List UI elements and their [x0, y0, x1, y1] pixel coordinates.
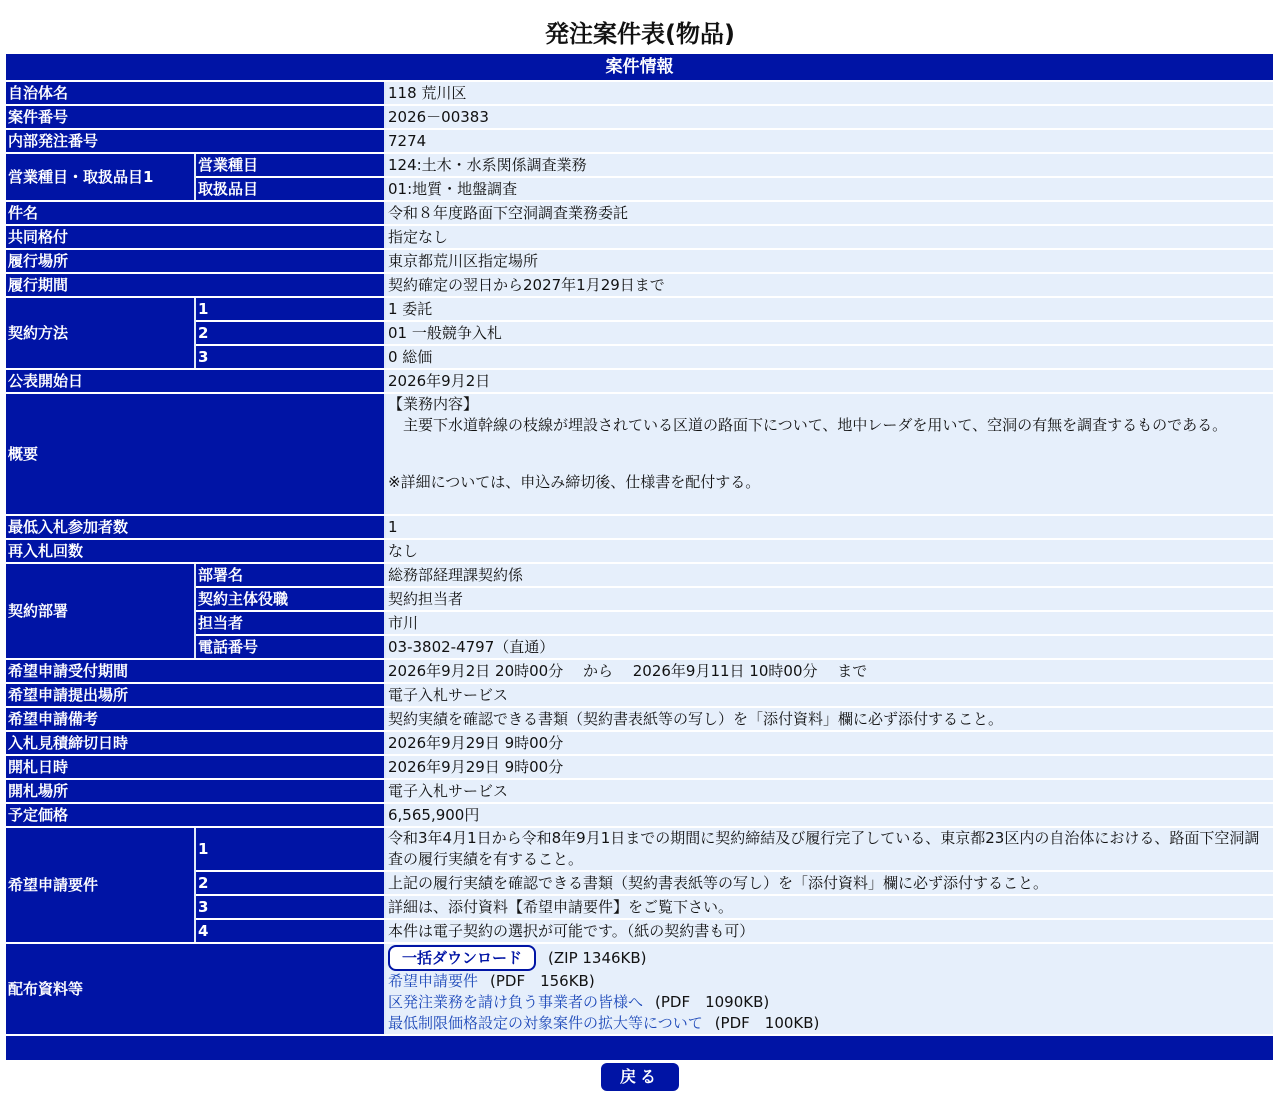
doc-info: (PDF 1090KB) [655, 993, 770, 1011]
sublabel-busho-mei: 部署名 [196, 564, 386, 586]
value-eigyo-shumoku: 124:土木・水系関係調査業務 [386, 154, 1273, 176]
keiyaku-hoho-value: 1 委託 [386, 298, 1273, 320]
label-kaisatsu-nichiji: 開札日時 [6, 756, 386, 778]
label-sainyusatsu: 再入札回数 [6, 540, 386, 562]
keiyaku-hoho-no: 3 [196, 346, 386, 368]
kibo-yoken-value: 令和3年4月1日から令和8年9月1日までの期間に契約締結及び履行完了している、東京都23区内の自治体における、路面下空洞調査の履行実績を有すること。 [386, 828, 1273, 870]
bulk-download-button[interactable]: 一括ダウンロード [388, 945, 536, 971]
value-saitei-sankasha: 1 [386, 516, 1273, 538]
value-kaisatsu-nichiji: 2026年9月29日 9時00分 [386, 756, 1273, 778]
case-info-table [6, 52, 1273, 1036]
label-gaiyo: 概要 [6, 394, 386, 514]
label-yotei-kakaku: 予定価格 [6, 804, 386, 826]
label-kikan: 履行期間 [6, 274, 386, 296]
label-eigyo: 営業種目・取扱品目1 [6, 154, 196, 200]
value-tantosha: 市川 [386, 612, 1273, 634]
value-sainyusatsu: なし [386, 540, 1273, 562]
footer-bar [6, 1036, 1273, 1060]
label-kenmei: 件名 [6, 202, 386, 224]
label-kibo-biko: 希望申請備考 [6, 708, 386, 730]
label-kibo-basho: 希望申請提出場所 [6, 684, 386, 706]
keiyaku-hoho-no: 2 [196, 322, 386, 344]
page-title: 発注案件表(物品) [545, 20, 735, 48]
section-header: 案件情報 [6, 54, 1273, 80]
value-kikan: 契約確定の翌日から2027年1月29日まで [386, 274, 1273, 296]
label-kibo-kikan: 希望申請受付期間 [6, 660, 386, 682]
value-busho-mei: 総務部経理課契約係 [386, 564, 1273, 586]
value-kyodo: 指定なし [386, 226, 1273, 248]
sublabel-denwa: 電話番号 [196, 636, 386, 658]
value-kohyo: 2026年9月2日 [386, 370, 1273, 392]
label-naibu-no: 内部発注番号 [6, 130, 386, 152]
value-jichitai: 118 荒川区 [386, 82, 1273, 104]
kibo-yoken-value: 詳細は、添付資料【希望申請要件】をご覧下さい。 [386, 896, 1273, 918]
label-basho: 履行場所 [6, 250, 386, 272]
kibo-yoken-no: 3 [196, 896, 386, 918]
doc-info: (PDF 100KB) [714, 1014, 820, 1032]
gaiyo-line-3: ※詳細については、申込み締切後、仕様書を配付する。 [388, 473, 761, 491]
value-yotei-kakaku: 6,565,900円 [386, 804, 1273, 826]
kibo-yoken-no: 2 [196, 872, 386, 894]
sublabel-shutai-yakushoku: 契約主体役職 [196, 588, 386, 610]
kibo-yoken-no: 1 [196, 828, 386, 870]
label-keiyaku-busho: 契約部署 [6, 564, 196, 658]
value-shutai-yakushoku: 契約担当者 [386, 588, 1273, 610]
doc-info: (PDF 156KB) [490, 972, 595, 990]
keiyaku-hoho-value: 01 一般競争入札 [386, 322, 1273, 344]
value-kaisatsu-basho: 電子入札サービス [386, 780, 1273, 802]
gaiyo-line-2: 主要下水道幹線の枝線が埋設されている区道の路面下について、地中レーダを用いて、空洞の有無を調査するものである。 [388, 416, 1228, 434]
label-keiyaku-hoho: 契約方法 [6, 298, 196, 368]
sublabel-eigyo-shumoku: 営業種目 [196, 154, 386, 176]
keiyaku-hoho-value: 0 総価 [386, 346, 1273, 368]
value-gaiyo [386, 394, 1273, 514]
label-mitsumori: 入札見積締切日時 [6, 732, 386, 754]
kibo-yoken-value: 上記の履行実績を確認できる書類（契約書表紙等の写し）を「添付資料」欄に必ず添付すること。 [386, 872, 1273, 894]
label-saitei-sankasha: 最低入札参加者数 [6, 516, 386, 538]
value-haifu [386, 944, 1273, 1034]
label-kohyo: 公表開始日 [6, 370, 386, 392]
doc-link-kibo-yoken[interactable]: 希望申請要件 [388, 972, 479, 990]
value-naibu-no: 7274 [386, 130, 1273, 152]
bulk-download-info: (ZIP 1346KB) [548, 949, 647, 967]
value-kibo-biko: 契約実績を確認できる書類（契約書表紙等の写し）を「添付資料」欄に必ず添付すること。 [386, 708, 1273, 730]
kibo-yoken-value: 本件は電子契約の選択が可能です。（紙の契約書も可） [386, 920, 1273, 942]
label-kyodo: 共同格付 [6, 226, 386, 248]
value-kibo-kikan: 2026年9月2日 20時00分 から 2026年9月11日 10時00分 まで [386, 660, 1273, 682]
value-denwa: 03-3802-4797（直通） [386, 636, 1273, 658]
label-kibo-yoken: 希望申請要件 [6, 828, 196, 942]
label-jichitai: 自治体名 [6, 82, 386, 104]
value-mitsumori: 2026年9月29日 9時00分 [386, 732, 1273, 754]
value-anken-no: 2026－00383 [386, 106, 1273, 128]
label-anken-no: 案件番号 [6, 106, 386, 128]
kibo-yoken-no: 4 [196, 920, 386, 942]
keiyaku-hoho-no: 1 [196, 298, 386, 320]
sublabel-toriatsukai: 取扱品目 [196, 178, 386, 200]
value-kibo-basho: 電子入札サービス [386, 684, 1273, 706]
value-kenmei: 令和８年度路面下空洞調査業務委託 [386, 202, 1273, 224]
value-toriatsukai: 01:地質・地盤調査 [386, 178, 1273, 200]
back-button[interactable]: 戻る [601, 1063, 679, 1091]
sublabel-tantosha: 担当者 [196, 612, 386, 634]
label-haifu: 配布資料等 [6, 944, 386, 1034]
doc-link-jigyosha[interactable]: 区発注業務を請け負う事業者の皆様へ [388, 993, 644, 1011]
value-basho: 東京都荒川区指定場所 [386, 250, 1273, 272]
doc-link-saitei-kakaku[interactable]: 最低制限価格設定の対象案件の拡大等について [388, 1014, 703, 1032]
gaiyo-line-1: 【業務内容】 [388, 395, 479, 413]
label-kaisatsu-basho: 開札場所 [6, 780, 386, 802]
